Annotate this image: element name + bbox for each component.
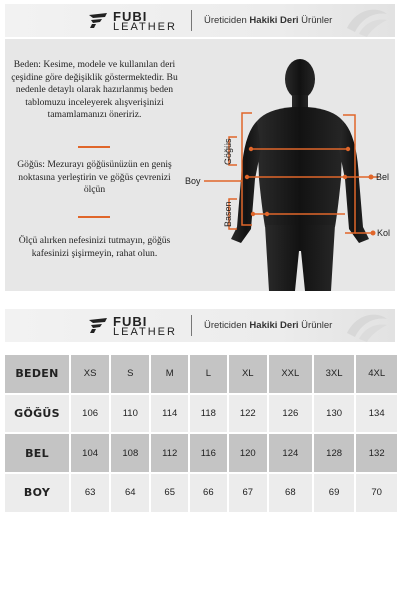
breath-note: Ölçü alırken nefesinizi tutmayın, göğüs kafesinizi şişirmeyin, rahat olun. <box>18 235 171 259</box>
brand-tagline: Üreticiden Hakiki Deri Ürünler <box>204 15 333 26</box>
table-cell: 65 <box>151 474 190 514</box>
table-row <box>5 434 399 474</box>
brand-subname: LEATHER <box>113 326 177 338</box>
table-cell: 3XL <box>314 355 357 395</box>
table-cell: 67 <box>229 474 269 514</box>
brand-header-table <box>5 309 395 342</box>
table-cell: S <box>111 355 151 395</box>
sizing-note: Beden: Kesime, modele ve kullanılan deri çeşidine göre değişiklik göstermektedir. Bu nedenle detaylı olarak hazırlanmış beden tablomuzu inceleyerek alışverişinizi tamamlamanızı öneririz. <box>11 59 178 121</box>
table-cell: 104 <box>71 434 111 474</box>
table-cell: 64 <box>111 474 151 514</box>
table-cell: 110 <box>111 395 151 435</box>
table-cell: 126 <box>269 395 314 435</box>
table-row <box>5 355 399 395</box>
row-header-cell: BOY <box>5 474 71 514</box>
table-cell: 114 <box>151 395 190 435</box>
table-cell: 134 <box>356 395 399 435</box>
table-cell: 128 <box>314 434 357 474</box>
hip-label: Basen <box>223 201 233 227</box>
table-row <box>5 474 399 514</box>
brand-subname: LEATHER <box>113 21 177 33</box>
row-header-cell: GÖĞÜS <box>5 395 71 435</box>
brand-name: FUBI <box>113 9 148 24</box>
table-cell: M <box>151 355 190 395</box>
table-cell: 124 <box>269 434 314 474</box>
human-silhouette <box>231 59 369 291</box>
brand-logo-icon <box>87 317 109 333</box>
waist-label: Bel <box>376 172 390 182</box>
table-cell: 63 <box>71 474 111 514</box>
brand-logo <box>87 315 187 337</box>
table-cell: 116 <box>190 434 229 474</box>
table-cell: 69 <box>314 474 357 514</box>
sleeve-label: Kol <box>377 228 391 238</box>
decorative-swirl-icon <box>343 4 389 37</box>
row-header-cell: BEDEN <box>5 355 71 395</box>
row-header-cell: BEL <box>5 434 71 474</box>
brand-divider <box>191 315 192 336</box>
brand-header-top <box>5 4 395 37</box>
chest-measure-note: Göğüs: Mezurayı göğüsünüzün en geniş noktasına yerleştirin ve göğüs çevrenizi ölçün <box>17 159 172 196</box>
table-cell: 68 <box>269 474 314 514</box>
brand-tagline: Üreticiden Hakiki Deri Ürünler <box>204 320 333 331</box>
measurement-guide-panel <box>5 39 395 291</box>
brand-name: FUBI <box>113 314 148 329</box>
table-cell: 70 <box>356 474 399 514</box>
table-cell: 106 <box>71 395 111 435</box>
size-chart-table <box>5 355 399 514</box>
body-silhouette-diagram <box>5 39 395 291</box>
table-cell: 130 <box>314 395 357 435</box>
table-cell: 118 <box>190 395 229 435</box>
brand-logo <box>87 10 187 32</box>
brand-divider <box>191 10 192 31</box>
decorative-swirl-icon <box>343 309 389 342</box>
height-label: Boy <box>185 176 201 186</box>
table-cell: 66 <box>190 474 229 514</box>
brand-logo-icon <box>87 12 109 28</box>
chest-label: Göğüs <box>223 138 233 165</box>
table-row <box>5 395 399 435</box>
table-cell: 132 <box>356 434 399 474</box>
table-cell: 120 <box>229 434 269 474</box>
table-cell: XS <box>71 355 111 395</box>
table-cell: 122 <box>229 395 269 435</box>
table-cell: 4XL <box>356 355 399 395</box>
table-cell: XL <box>229 355 269 395</box>
table-cell: 108 <box>111 434 151 474</box>
table-cell: L <box>190 355 229 395</box>
table-cell: 112 <box>151 434 190 474</box>
table-cell: XXL <box>269 355 314 395</box>
